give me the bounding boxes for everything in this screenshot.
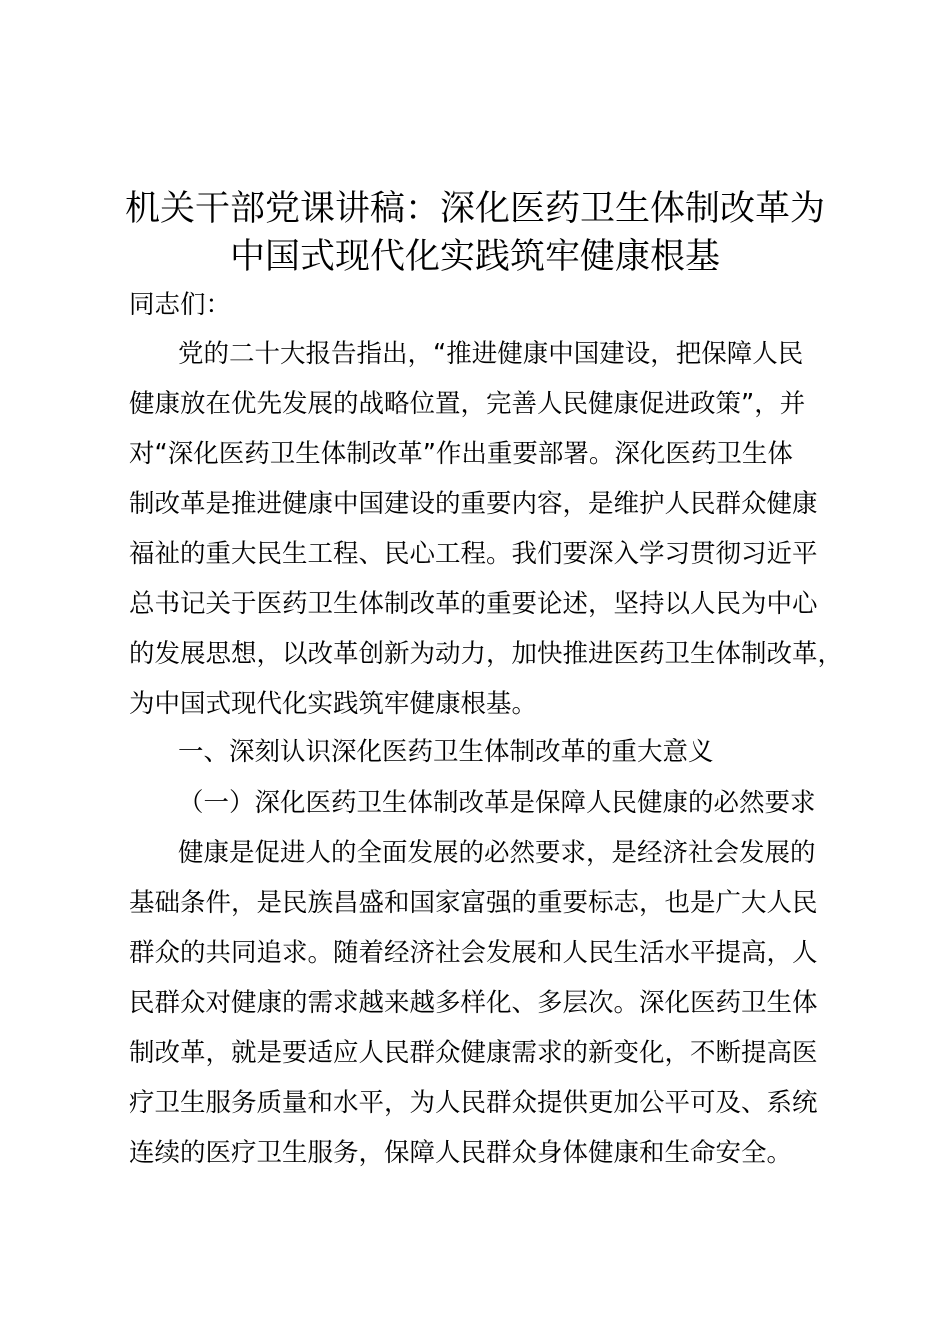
body-paragraph-line: 连续的医疗卫生服务，保障人民群众身体健康和生命安全。 bbox=[129, 1138, 793, 1168]
section-heading: 一、深刻认识深化医药卫生体制改革的重大意义 bbox=[178, 737, 714, 767]
intro-paragraph-line: 对“深化医药卫生体制改革”作出重要部署。深化医药卫生体 bbox=[129, 439, 793, 469]
body-paragraph-line: 疗卫生服务质量和水平，为人民群众提供更加公平可及、系统 bbox=[129, 1088, 818, 1118]
body-paragraph-line: 群众的共同追求。随着经济社会发展和人民生活水平提高，人 bbox=[129, 938, 818, 968]
intro-paragraph-line: 党的二十大报告指出，“推进健康中国建设，把保障人民 bbox=[178, 339, 804, 369]
document-title-line-1: 机关干部党课讲稿：深化医药卫生体制改革为 bbox=[124, 189, 825, 229]
body-paragraph-line: 基础条件，是民族昌盛和国家富强的重要标志，也是广大人民 bbox=[129, 888, 818, 918]
document-title-line-2: 中国式现代化实践筑牢健康根基 bbox=[229, 237, 720, 277]
intro-paragraph-line: 为中国式现代化实践筑牢健康根基。 bbox=[129, 689, 538, 719]
intro-paragraph-line: 制改革是推进健康中国建设的重要内容，是维护人民群众健康 bbox=[129, 489, 818, 519]
intro-paragraph-line: 健康放在优先发展的战略位置，完善人民健康促进政策”，并 bbox=[129, 389, 806, 419]
salutation: 同志们： bbox=[129, 290, 232, 320]
body-paragraph-line: 制改革，就是要适应人民群众健康需求的新变化，不断提高医 bbox=[129, 1038, 818, 1068]
intro-paragraph-line: 总书记关于医药卫生体制改革的重要论述，坚持以人民为中心 bbox=[129, 589, 818, 619]
subsection-heading: （一）深化医药卫生体制改革是保障人民健康的必然要求 bbox=[178, 788, 816, 818]
intro-paragraph-line: 福祉的重大民生工程、民心工程。我们要深入学习贯彻习近平 bbox=[129, 539, 818, 569]
body-paragraph-line: 民群众对健康的需求越来越多样化、多层次。深化医药卫生体 bbox=[129, 988, 818, 1018]
body-paragraph-line: 健康是促进人的全面发展的必然要求，是经济社会发展的 bbox=[178, 838, 816, 868]
intro-paragraph-line: 的发展思想，以改革创新为动力，加快推进医药卫生体制改革， bbox=[129, 639, 844, 669]
